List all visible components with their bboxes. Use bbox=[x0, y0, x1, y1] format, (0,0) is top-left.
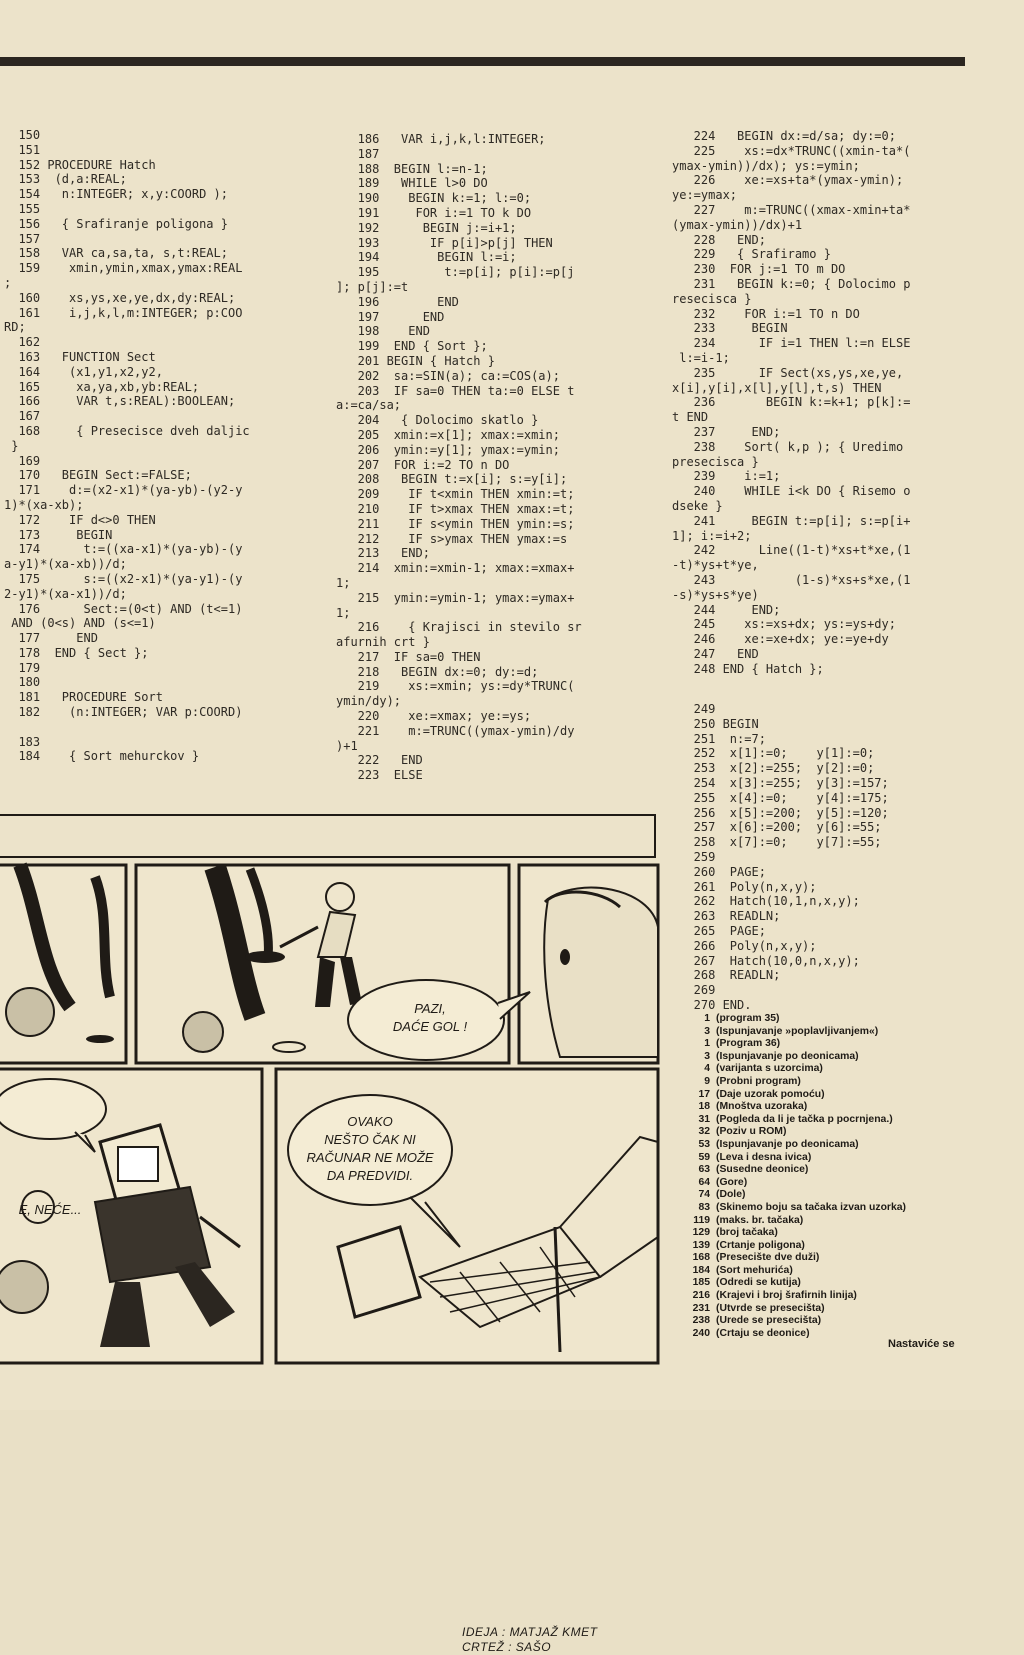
code-line: 220 xe:=xmax; ye:=ys; bbox=[336, 709, 532, 724]
code-line: 269 bbox=[672, 983, 716, 998]
legend-row bbox=[676, 1152, 966, 1165]
code-line: 241 BEGIN t:=p[i]; s:=p[i+ bbox=[672, 513, 911, 528]
legend-row bbox=[676, 1076, 966, 1089]
legend-description: (Odredi se kutija) bbox=[716, 1277, 801, 1289]
code-line: 166 VAR t,s:REAL):BOOLEAN; bbox=[4, 394, 236, 409]
balloon-pazi: PAZI, DAĆE GOL ! bbox=[392, 1001, 468, 1034]
code-line: 191 FOR i:=1 TO k DO bbox=[336, 205, 532, 220]
code-line: 254 x[3]:=255; y[3]:=157; bbox=[672, 775, 889, 790]
code-line: 195 t:=p[i]; p[i]:=p[j bbox=[336, 265, 575, 280]
legend-description: (maks. br. tačaka) bbox=[716, 1214, 804, 1226]
code-line: 1]; i:=i+2; bbox=[672, 528, 752, 543]
code-line: 257 x[6]:=200; y[6]:=55; bbox=[672, 820, 882, 835]
code-line: 192 BEGIN j:=i+1; bbox=[336, 220, 517, 235]
legend-line-number: 129 bbox=[692, 1227, 710, 1239]
code-line: 157 bbox=[4, 231, 41, 246]
legend-line-number: 231 bbox=[692, 1302, 710, 1314]
code-line: 189 WHILE l>0 DO bbox=[336, 176, 488, 191]
code-line: 150 bbox=[4, 128, 41, 142]
code-line: 167 bbox=[4, 409, 41, 424]
code-line: 211 IF s<ymin THEN ymin:=s; bbox=[336, 516, 575, 531]
code-line: afurnih crt } bbox=[336, 635, 430, 650]
code-line: 190 BEGIN k:=1; l:=0; bbox=[336, 191, 532, 206]
code-line: 231 BEGIN k:=0; { Dolocimo p bbox=[672, 276, 911, 291]
to-be-continued: Nastaviće se bbox=[888, 1338, 955, 1350]
legend-row bbox=[676, 1277, 966, 1290]
code-column-2 bbox=[336, 132, 631, 783]
code-line: 186 VAR i,j,k,l:INTEGER; bbox=[336, 132, 546, 146]
code-line: 255 x[4]:=0; y[4]:=175; bbox=[672, 790, 889, 805]
legend-description: (varijanta s uzorcima) bbox=[716, 1063, 823, 1075]
code-line: 168 { Presecisce dveh daljic bbox=[4, 423, 250, 438]
legend-line-number: 3 bbox=[704, 1050, 710, 1062]
balloon-ovako: OVAKO NEŠTO ČAK NI RAČUNAR NE MOŽE DA PREDVIDI. bbox=[306, 1114, 434, 1183]
code-line: 225 xs:=dx*TRUNC((xmin-ta*( bbox=[672, 143, 911, 158]
code-line: presecisca } bbox=[672, 454, 759, 469]
legend-row bbox=[676, 1013, 966, 1026]
legend-row bbox=[676, 1089, 966, 1102]
code-line: )+1 bbox=[336, 738, 358, 753]
code-line: -t)*ys+t*ye, bbox=[672, 558, 759, 573]
legend-row bbox=[676, 1240, 966, 1253]
code-line: 266 Poly(n,x,y); bbox=[672, 938, 817, 953]
legend-line-number: 32 bbox=[698, 1126, 710, 1138]
code-line: 193 IF p[i]>p[j] THEN bbox=[336, 235, 553, 250]
code-line: 154 n:INTEGER; x,y:COORD ); bbox=[4, 187, 228, 202]
code-line: 172 IF d<>0 THEN bbox=[4, 512, 156, 527]
code-line: 198 END bbox=[336, 324, 430, 339]
code-line: 242 Line((1-t)*xs+t*xe,(1 bbox=[672, 543, 911, 558]
legend-row bbox=[676, 1101, 966, 1114]
code-line: 248 END { Hatch }; bbox=[672, 661, 824, 676]
legend-line-number: 119 bbox=[693, 1214, 710, 1226]
code-column-3 bbox=[672, 129, 964, 676]
code-line: 227 m:=TRUNC((xmax-xmin+ta* bbox=[672, 202, 911, 217]
code-line: ymin/dy); bbox=[336, 694, 402, 709]
legend-line-number: 83 bbox=[698, 1201, 710, 1213]
code-line: 201 BEGIN { Hatch } bbox=[336, 353, 495, 368]
code-line: 247 END bbox=[672, 646, 759, 661]
code-line: 256 x[5]:=200; y[5]:=120; bbox=[672, 805, 889, 820]
code-line: 233 BEGIN bbox=[672, 321, 788, 336]
legend-description: (Pogleda da li je tačka p pocrnjena.) bbox=[716, 1113, 893, 1125]
code-line: 209 IF t<xmin THEN xmin:=t; bbox=[336, 487, 575, 502]
code-line: 171 d:=(x2-x1)*(ya-yb)-(y2-y bbox=[4, 483, 243, 498]
code-line: 160 xs,ys,xe,ye,dx,dy:REAL; bbox=[4, 290, 236, 305]
code-line: 174 t:=((xa-x1)*(ya-yb)-(y bbox=[4, 542, 243, 557]
code-line: 205 xmin:=x[1]; xmax:=xmin; bbox=[336, 427, 560, 442]
code-line: (ymax-ymin))/dx)+1 bbox=[672, 217, 803, 232]
code-line: 250 BEGIN bbox=[672, 716, 759, 731]
legend-line-number: 18 bbox=[698, 1101, 710, 1113]
legend-description: (Skinemo boju sa tačaka izvan uzorka) bbox=[716, 1201, 906, 1213]
legend-description: (Ispunjavanje po deonicama) bbox=[716, 1138, 859, 1150]
line-legend bbox=[676, 1013, 966, 1340]
legend-row bbox=[676, 1139, 966, 1152]
code-line: 175 s:=((x2-x1)*(ya-y1)-(y bbox=[4, 571, 243, 586]
code-line: 181 PROCEDURE Sort bbox=[4, 690, 163, 705]
legend-row bbox=[676, 1026, 966, 1039]
code-line: 162 bbox=[4, 335, 41, 350]
code-line: 258 x[7]:=0; y[7]:=55; bbox=[672, 835, 882, 850]
legend-line-number: 74 bbox=[698, 1189, 710, 1201]
credit-drawing: CRTEŽ : SAŠO bbox=[462, 1640, 552, 1654]
legend-description: (Urede se presecišta) bbox=[716, 1315, 822, 1327]
code-line: 219 xs:=xmin; ys:=dy*TRUNC( bbox=[336, 679, 575, 694]
code-line: 261 Poly(n,x,y); bbox=[672, 879, 817, 894]
code-line: 202 sa:=SIN(a); ca:=COS(a); bbox=[336, 368, 560, 383]
code-line: 253 x[2]:=255; y[2]:=0; bbox=[672, 761, 875, 776]
legend-description: (Presecište dve duži) bbox=[716, 1252, 820, 1264]
code-line: 234 IF i=1 THEN l:=n ELSE bbox=[672, 336, 911, 351]
code-line: x[i],y[i],x[l],y[l],t,s) THEN bbox=[672, 380, 882, 395]
legend-description: (Dole) bbox=[716, 1189, 746, 1201]
code-line: AND (0<s) AND (s<=1) bbox=[4, 616, 156, 631]
legend-description: (Daje uzorak pomoću) bbox=[716, 1088, 825, 1100]
legend-description: (Crtanje poligona) bbox=[716, 1239, 805, 1251]
code-line: 212 IF s>ymax THEN ymax:=s bbox=[336, 531, 568, 546]
code-line bbox=[4, 720, 304, 735]
code-line: 229 { Srafiramo } bbox=[672, 247, 831, 262]
code-line: 218 BEGIN dx:=0; dy:=d; bbox=[336, 664, 539, 679]
code-line: 207 FOR i:=2 TO n DO bbox=[336, 457, 510, 472]
code-line: ye:=ymax; bbox=[672, 188, 738, 203]
code-line: 1; bbox=[336, 605, 351, 620]
code-line: 1; bbox=[336, 575, 351, 590]
legend-line-number: 3 bbox=[704, 1025, 710, 1037]
code-line: 239 i:=1; bbox=[672, 469, 781, 484]
legend-description: (Susedne deonice) bbox=[716, 1164, 809, 1176]
legend-line-number: 31 bbox=[698, 1113, 710, 1125]
code-line: RD; bbox=[4, 320, 26, 335]
legend-row bbox=[676, 1063, 966, 1076]
code-line: 238 Sort( k,p ); { Uredimo bbox=[672, 439, 904, 454]
legend-line-number: 59 bbox=[698, 1151, 710, 1163]
credit-idea: IDEJA : MATJAŽ KMET bbox=[462, 1625, 598, 1639]
legend-line-number: 17 bbox=[698, 1088, 710, 1100]
legend-row bbox=[676, 1303, 966, 1316]
code-line: 173 BEGIN bbox=[4, 527, 113, 542]
legend-line-number: 139 bbox=[692, 1239, 710, 1251]
code-column-1 bbox=[4, 128, 304, 764]
code-line: 204 { Dolocimo skatlo } bbox=[336, 413, 539, 428]
code-line: 265 PAGE; bbox=[672, 923, 766, 938]
code-line: 169 bbox=[4, 453, 41, 468]
code-line: 161 i,j,k,l,m:INTEGER; p:COO bbox=[4, 305, 243, 320]
code-line: 178 END { Sect }; bbox=[4, 645, 149, 660]
legend-line-number: 1 bbox=[704, 1038, 710, 1050]
code-line: 268 READLN; bbox=[672, 968, 781, 983]
legend-row bbox=[676, 1189, 966, 1202]
code-line: 244 END; bbox=[672, 602, 781, 617]
legend-row bbox=[676, 1202, 966, 1215]
legend-line-number: 240 bbox=[692, 1327, 710, 1339]
top-rule bbox=[0, 57, 965, 66]
legend-line-number: 9 bbox=[704, 1075, 710, 1087]
legend-row bbox=[676, 1265, 966, 1278]
code-line: 251 n:=7; bbox=[672, 731, 766, 746]
code-line: 223 ELSE bbox=[336, 768, 423, 783]
code-line: 259 bbox=[672, 849, 716, 864]
legend-line-number: 4 bbox=[704, 1063, 710, 1075]
code-line: 232 FOR i:=1 TO n DO bbox=[672, 306, 860, 321]
legend-line-number: 216 bbox=[692, 1290, 710, 1302]
legend-row bbox=[676, 1215, 966, 1228]
legend-row bbox=[676, 1315, 966, 1328]
code-line: 182 (n:INTEGER; VAR p:COORD) bbox=[4, 705, 243, 720]
code-line: 2-y1)*(xa-x1))/d; bbox=[4, 586, 127, 601]
code-line: 179 bbox=[4, 660, 41, 675]
code-line: 1)*(xa-xb); bbox=[4, 497, 84, 512]
code-line: 163 FUNCTION Sect bbox=[4, 349, 156, 364]
code-line: 156 { Srafiranje poligona } bbox=[4, 216, 228, 231]
legend-line-number: 64 bbox=[698, 1176, 710, 1188]
code-line: 213 END; bbox=[336, 546, 430, 561]
comic-strip bbox=[0, 807, 668, 1654]
code-line: 152 PROCEDURE Hatch bbox=[4, 157, 156, 172]
legend-description: (Program 36) bbox=[716, 1038, 781, 1050]
code-line: 194 BEGIN l:=i; bbox=[336, 250, 517, 265]
code-line: 180 bbox=[4, 675, 41, 690]
code-line: ; bbox=[4, 275, 12, 290]
code-line: 243 (1-s)*xs+s*xe,(1 bbox=[672, 572, 911, 587]
legend-line-number: 184 bbox=[692, 1264, 710, 1276]
code-line: 230 FOR j:=1 TO m DO bbox=[672, 262, 846, 277]
code-line: 151 bbox=[4, 142, 41, 157]
code-line: t END bbox=[672, 410, 709, 425]
code-line: ]; p[j]:=t bbox=[336, 279, 409, 294]
code-line: dseke } bbox=[672, 498, 723, 513]
code-line: 203 IF sa=0 THEN ta:=0 ELSE t bbox=[336, 383, 575, 398]
code-line: 226 xe:=xs+ta*(ymax-ymin); bbox=[672, 173, 904, 188]
legend-row bbox=[676, 1177, 966, 1190]
code-line: 240 WHILE i<k DO { Risemo o bbox=[672, 484, 911, 499]
code-line: a:=ca/sa; bbox=[336, 398, 402, 413]
code-line: 170 BEGIN Sect:=FALSE; bbox=[4, 468, 192, 483]
code-line: 210 IF t>xmax THEN xmax:=t; bbox=[336, 501, 575, 516]
code-line: 187 bbox=[336, 146, 380, 161]
legend-row bbox=[676, 1114, 966, 1127]
code-line: 270 END. bbox=[672, 997, 752, 1012]
code-line: 221 m:=TRUNC((ymax-ymin)/dy bbox=[336, 723, 575, 738]
code-line: 260 PAGE; bbox=[672, 864, 766, 879]
legend-description: (program 35) bbox=[716, 1013, 780, 1024]
code-line: -s)*ys+s*ye) bbox=[672, 587, 759, 602]
code-column-3-main bbox=[672, 702, 964, 1013]
code-line: 197 END bbox=[336, 309, 445, 324]
legend-description: (Leva i desna ivica) bbox=[716, 1151, 812, 1163]
code-line: 222 END bbox=[336, 753, 423, 768]
legend-row bbox=[676, 1051, 966, 1064]
legend-row bbox=[676, 1227, 966, 1240]
legend-line-number: 63 bbox=[698, 1164, 710, 1176]
code-line: 216 { Krajisci in stevilo sr bbox=[336, 620, 582, 635]
code-line: 188 BEGIN l:=n-1; bbox=[336, 161, 488, 176]
legend-line-number: 238 bbox=[692, 1315, 710, 1327]
code-line: 224 BEGIN dx:=d/sa; dy:=0; bbox=[672, 129, 896, 143]
code-line: l:=i-1; bbox=[672, 350, 730, 365]
legend-description: (Ispunjavanje »poplavljivanjem«) bbox=[716, 1025, 879, 1037]
code-line: 159 xmin,ymin,xmax,ymax:REAL bbox=[4, 261, 243, 276]
legend-description: (Probni program) bbox=[716, 1075, 801, 1087]
code-line: 183 bbox=[4, 734, 41, 749]
code-line: 206 ymin:=y[1]; ymax:=ymin; bbox=[336, 442, 560, 457]
code-line: 252 x[1]:=0; y[1]:=0; bbox=[672, 746, 875, 761]
legend-description: (Sort mehurića) bbox=[716, 1264, 793, 1276]
code-line: 199 END { Sort }; bbox=[336, 339, 488, 354]
legend-line-number: 53 bbox=[698, 1138, 710, 1150]
code-line: 245 xs:=xs+dx; ys:=ys+dy; bbox=[672, 617, 896, 632]
comic-credits bbox=[462, 1625, 598, 1655]
code-line: 165 xa,ya,xb,yb:REAL; bbox=[4, 379, 200, 394]
legend-row bbox=[676, 1126, 966, 1139]
code-line: 263 READLN; bbox=[672, 909, 781, 924]
code-line: 164 (x1,y1,x2,y2, bbox=[4, 364, 163, 379]
legend-line-number: 168 bbox=[692, 1252, 710, 1264]
code-line: 153 (d,a:REAL; bbox=[4, 172, 127, 187]
legend-description: (Ispunjavanje po deonicama) bbox=[716, 1050, 859, 1062]
code-line: a-y1)*(xa-xb))/d; bbox=[4, 557, 127, 572]
legend-description: (Poziv u ROM) bbox=[716, 1126, 787, 1138]
legend-description: (Krajevi i broj šrafirnih linija) bbox=[716, 1290, 857, 1302]
code-line: 208 BEGIN t:=x[i]; s:=y[i]; bbox=[336, 472, 568, 487]
code-line: 217 IF sa=0 THEN bbox=[336, 649, 481, 664]
comic-illustration bbox=[0, 807, 668, 1367]
legend-line-number: 185 bbox=[692, 1277, 710, 1289]
legend-row bbox=[676, 1164, 966, 1177]
code-line: 236 BEGIN k:=k+1; p[k]:= bbox=[672, 395, 911, 410]
code-line: resecisca } bbox=[672, 291, 752, 306]
code-line: 155 bbox=[4, 201, 41, 216]
legend-description: (Gore) bbox=[716, 1176, 748, 1188]
code-line: 235 IF Sect(xs,ys,xe,ye, bbox=[672, 365, 904, 380]
code-line: 249 bbox=[672, 702, 716, 716]
code-line: 262 Hatch(10,1,n,x,y); bbox=[672, 894, 860, 909]
code-line: 215 ymin:=ymin-1; ymax:=ymax+ bbox=[336, 590, 575, 605]
legend-description: (broj tačaka) bbox=[716, 1227, 778, 1239]
code-line: 196 END bbox=[336, 294, 459, 309]
code-line: 177 END bbox=[4, 631, 98, 646]
code-line: 237 END; bbox=[672, 424, 781, 439]
legend-row bbox=[676, 1038, 966, 1051]
legend-description: (Crtaju se deonice) bbox=[716, 1327, 810, 1339]
code-line: 228 END; bbox=[672, 232, 766, 247]
code-line: 246 xe:=xe+dx; ye:=ye+dy bbox=[672, 632, 889, 647]
code-line: 184 { Sort mehurckov } bbox=[4, 749, 200, 764]
legend-line-number: 1 bbox=[704, 1013, 710, 1024]
legend-row bbox=[676, 1252, 966, 1265]
code-line: 176 Sect:=(0<t) AND (t<=1) bbox=[4, 601, 243, 616]
balloon-e-nece: E, NEĆE... bbox=[18, 1202, 82, 1217]
legend-row bbox=[676, 1290, 966, 1303]
code-line: ymax-ymin))/dx); ys:=ymin; bbox=[672, 158, 860, 173]
code-line: 267 Hatch(10,0,n,x,y); bbox=[672, 953, 860, 968]
code-line: } bbox=[4, 438, 19, 453]
code-line: 158 VAR ca,sa,ta, s,t:REAL; bbox=[4, 246, 228, 261]
code-line: 214 xmin:=xmin-1; xmax:=xmax+ bbox=[336, 561, 575, 576]
legend-description: (Utvrde se presecišta) bbox=[716, 1302, 825, 1314]
legend-description: (Mnoštva uzoraka) bbox=[716, 1101, 808, 1113]
